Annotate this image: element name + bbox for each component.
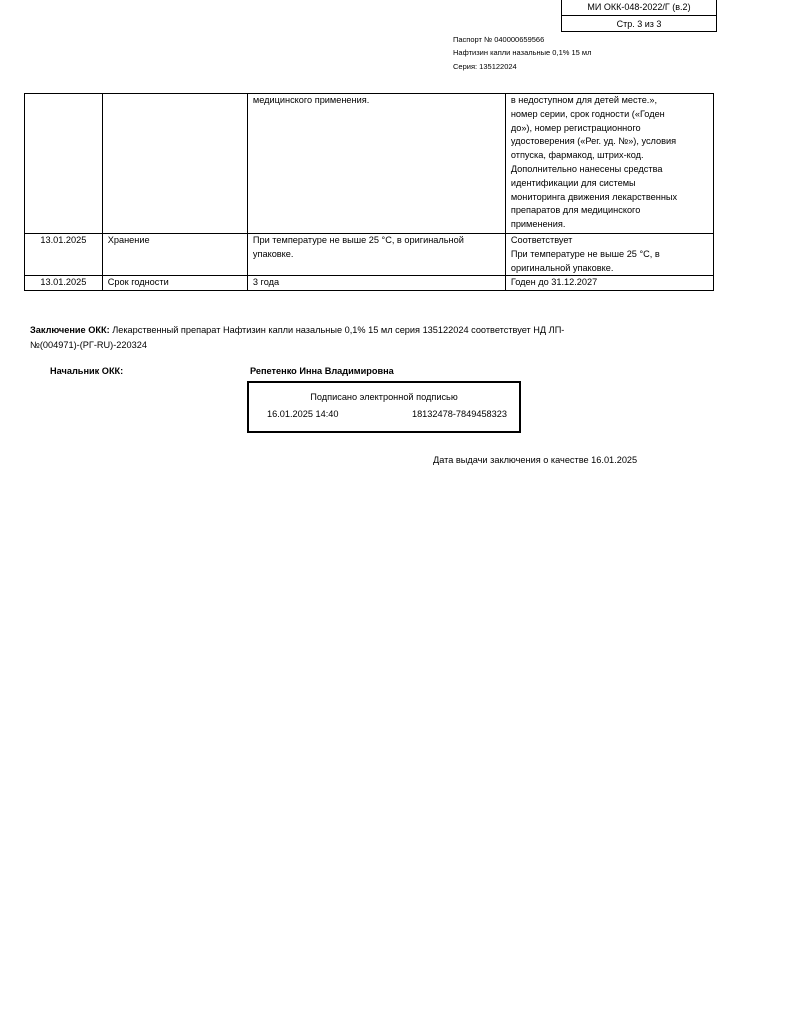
result-line: Дополнительно нанесены средства <box>510 163 663 174</box>
result-line: в недоступном для детей месте.», <box>510 95 658 105</box>
table-row <box>25 276 714 291</box>
table-cell-requirement: медицинского применения. <box>247 94 505 234</box>
table-cell-requirement: При температуре не выше 25 °С, в оригинальной упаковке. <box>247 234 505 276</box>
signature-datetime: 16.01.2025 14:40 <box>267 409 339 419</box>
table-cell-date: 13.01.2025 <box>25 234 103 276</box>
conclusion-label: Заключение ОКК: <box>30 325 110 335</box>
signature-title: Подписано электронной подписью <box>310 392 458 402</box>
result-line: удостоверения («Рег. уд. №»), условия <box>510 136 677 147</box>
result-line: оригинальной упаковке. <box>510 262 614 273</box>
conclusion <box>30 323 590 352</box>
result-line: Годен до 31.12.2027 <box>510 277 598 288</box>
signer-role: Начальник ОКК: <box>50 366 124 376</box>
table-cell-date <box>25 94 103 234</box>
result-line: до»), номер регистрационного <box>510 122 641 133</box>
passport-series: Серия: 135122024 <box>453 62 517 71</box>
issue-date: Дата выдачи заключения о качестве 16.01.2025 <box>433 455 638 465</box>
signature-cert-id: 18132478-7849458323 <box>411 409 507 419</box>
table-row <box>25 94 714 234</box>
result-line: идентификации для системы <box>510 177 636 188</box>
result-line: препаратов для медицинского <box>510 205 641 216</box>
document-code: МИ ОКК-048-2022/Г (в.2) <box>562 0 716 16</box>
table-cell-param <box>102 94 247 234</box>
quality-table <box>24 93 714 291</box>
page-number: Стр. 3 из 3 <box>616 19 662 29</box>
passport-product: Нафтизин капли назальные 0,1% 15 мл <box>453 48 592 57</box>
document-code-box <box>561 0 717 32</box>
result-line: мониторинга движения лекарственных <box>510 191 678 202</box>
table-cell-param: Хранение <box>102 234 247 276</box>
result-line: Соответствует <box>510 235 573 245</box>
result-line: отпуска, фармакод, штрих-код. <box>510 150 644 161</box>
electronic-signature-stamp <box>247 381 521 433</box>
table-cell-result <box>505 94 713 234</box>
result-line: При температуре не выше 25 °С, в <box>510 248 660 259</box>
result-line: номер серии, срок годности («Годен <box>510 108 665 119</box>
signer-name: Репетенко Инна Владимировна <box>250 366 394 376</box>
table-cell-result <box>505 276 713 291</box>
table-cell-requirement: 3 года <box>247 276 505 291</box>
result-line: применения. <box>510 219 566 230</box>
passport-number: Паспорт № 040000659566 <box>453 35 545 44</box>
conclusion-text: Лекарственный препарат Нафтизин капли назальные 0,1% 15 мл серия 135122024 соответствует НД ЛП-№(004971)-(РГ-RU)-220324 <box>30 325 565 350</box>
table-cell-param: Срок годности <box>102 276 247 291</box>
table-cell-result <box>505 234 713 276</box>
table-row <box>25 234 714 276</box>
table-cell-date: 13.01.2025 <box>25 276 103 291</box>
